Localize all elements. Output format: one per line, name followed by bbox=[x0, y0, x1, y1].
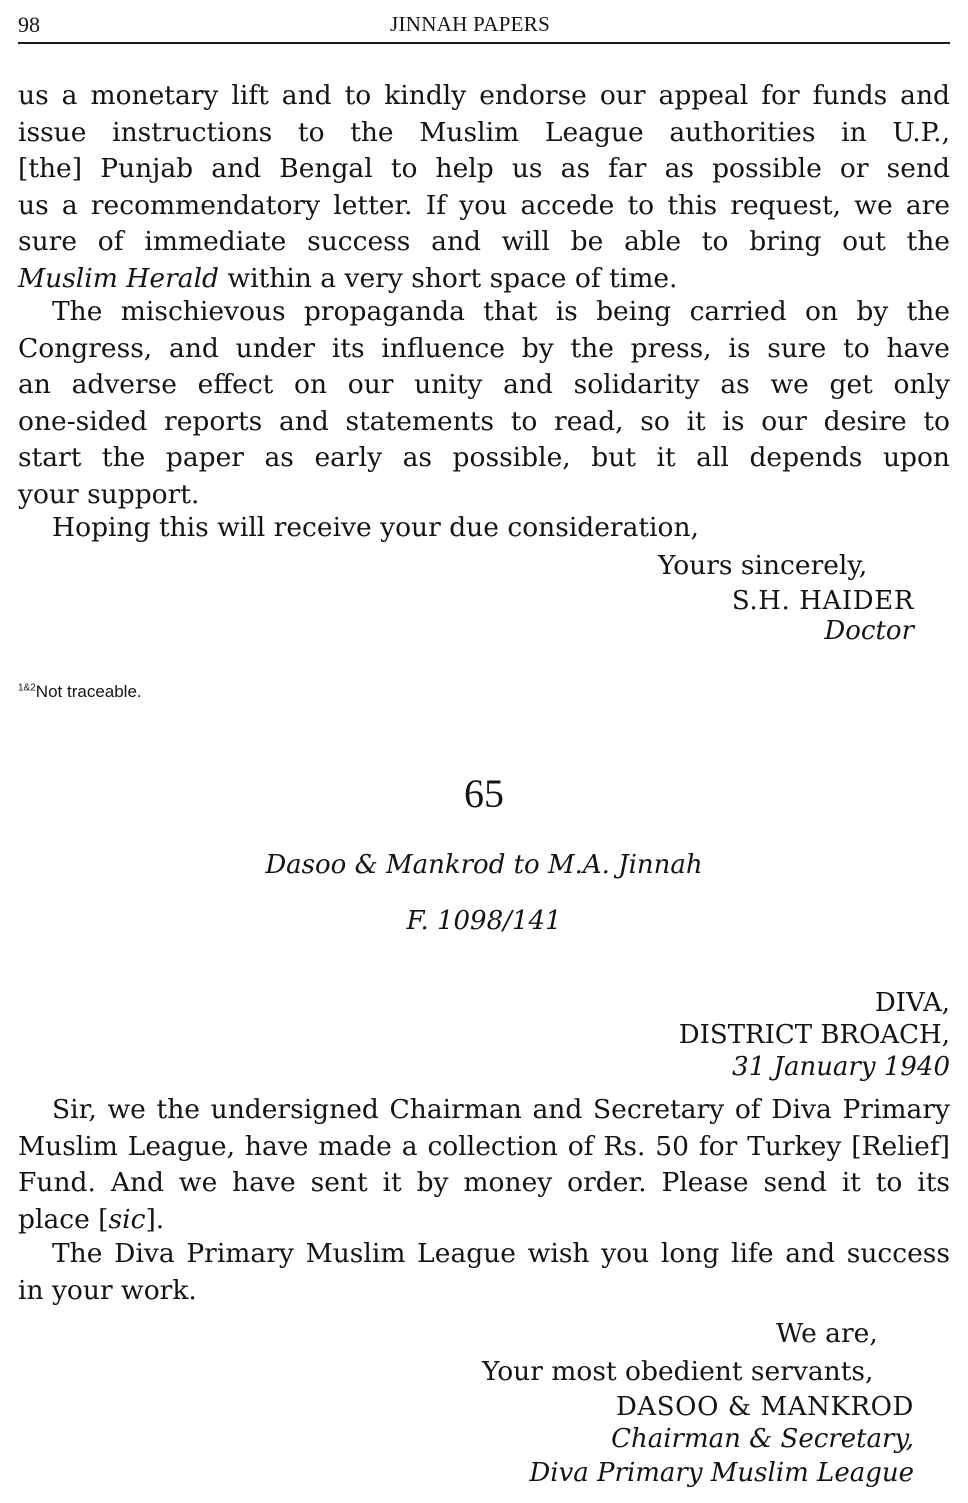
page-number: 98 bbox=[18, 12, 40, 37]
letter1-paragraph2 bbox=[18, 294, 950, 513]
text-line: Congress, and under its influence by the press, is sure to have bbox=[18, 332, 950, 364]
text-fragment: ]. bbox=[145, 1203, 165, 1235]
footnote-text: Not traceable. bbox=[35, 682, 142, 701]
text-line: an adverse effect on our unity and solidarity as we get only bbox=[18, 369, 950, 400]
letter2-signer-titles: Chairman & Secretary, bbox=[611, 1424, 914, 1454]
sic-note: sic bbox=[108, 1203, 146, 1235]
letter2-paragraph2 bbox=[18, 1236, 950, 1309]
text-fragment: within a very short space of time. bbox=[219, 262, 678, 294]
running-title: JINNAH PAPERS bbox=[390, 12, 551, 36]
newspaper-title: Muslim Herald bbox=[18, 262, 220, 294]
letter-date: 31 January 1940 bbox=[732, 1052, 950, 1082]
text-line: Fund. And we have sent it by money order. Please send it to its bbox=[18, 1167, 950, 1198]
text-line: one-sided reports and statements to read, so it is our desire to bbox=[18, 405, 950, 437]
text-line bbox=[18, 261, 950, 298]
footnote-marker: 1&2 bbox=[18, 682, 36, 694]
text-line bbox=[18, 1202, 950, 1239]
address-line-2: DISTRICT BROACH, bbox=[678, 1020, 950, 1050]
letter2-organization: Diva Primary Muslim League bbox=[529, 1458, 914, 1488]
text-line: Muslim League, have made a collection of Rs. 50 for Turkey [Relief] bbox=[18, 1130, 950, 1162]
book-page bbox=[18, 0, 950, 1503]
address-line-1: DIVA, bbox=[874, 988, 950, 1018]
document-title: Dasoo & Mankrod to M.A. Jinnah bbox=[265, 850, 703, 880]
letter1-paragraph3 bbox=[18, 510, 950, 547]
text-line: sure of immediate success and will be able to bring out the bbox=[18, 226, 950, 257]
letter1-signer-title: Doctor bbox=[824, 616, 914, 646]
text-line: your support. bbox=[18, 478, 200, 510]
letter2-signers: DASOO & MANKROD bbox=[615, 1392, 914, 1422]
letter2-closing-1: We are, bbox=[776, 1318, 878, 1349]
text-line: Hoping this will receive your due consideration, bbox=[52, 512, 699, 543]
letter1-signer: S.H. HAIDER bbox=[731, 586, 914, 616]
text-line: Sir, we the undersigned Chairman and Secretary of Diva Primary bbox=[52, 1094, 950, 1125]
running-header bbox=[18, 10, 950, 44]
text-line: us a recommendatory letter. If you accede to this request, we are bbox=[18, 189, 950, 221]
text-line: in your work. bbox=[18, 1274, 197, 1306]
text-fragment: place [ bbox=[18, 1203, 109, 1235]
document-number: 65 bbox=[464, 771, 504, 816]
text-line: us a monetary lift and to kindly endorse our appeal for funds and bbox=[18, 80, 950, 111]
letter1-paragraph1 bbox=[18, 78, 950, 297]
text-line: issue instructions to the Muslim League authorities in U.P., bbox=[18, 116, 950, 148]
text-line: The Diva Primary Muslim League wish you long life and success bbox=[52, 1238, 950, 1269]
footnote bbox=[18, 682, 142, 702]
letter2-closing-2: Your most obedient servants, bbox=[482, 1356, 874, 1387]
text-line: [the] Punjab and Bengal to help us as far as possible or send bbox=[18, 153, 950, 184]
text-line: The mischievous propaganda that is being carried on by the bbox=[52, 296, 950, 327]
letter2-paragraph1 bbox=[18, 1092, 950, 1238]
text-line: start the paper as early as possible, but it all depends upon bbox=[18, 442, 950, 473]
letter1-closing: Yours sincerely, bbox=[658, 550, 868, 581]
file-reference: F. 1098/141 bbox=[406, 906, 562, 936]
